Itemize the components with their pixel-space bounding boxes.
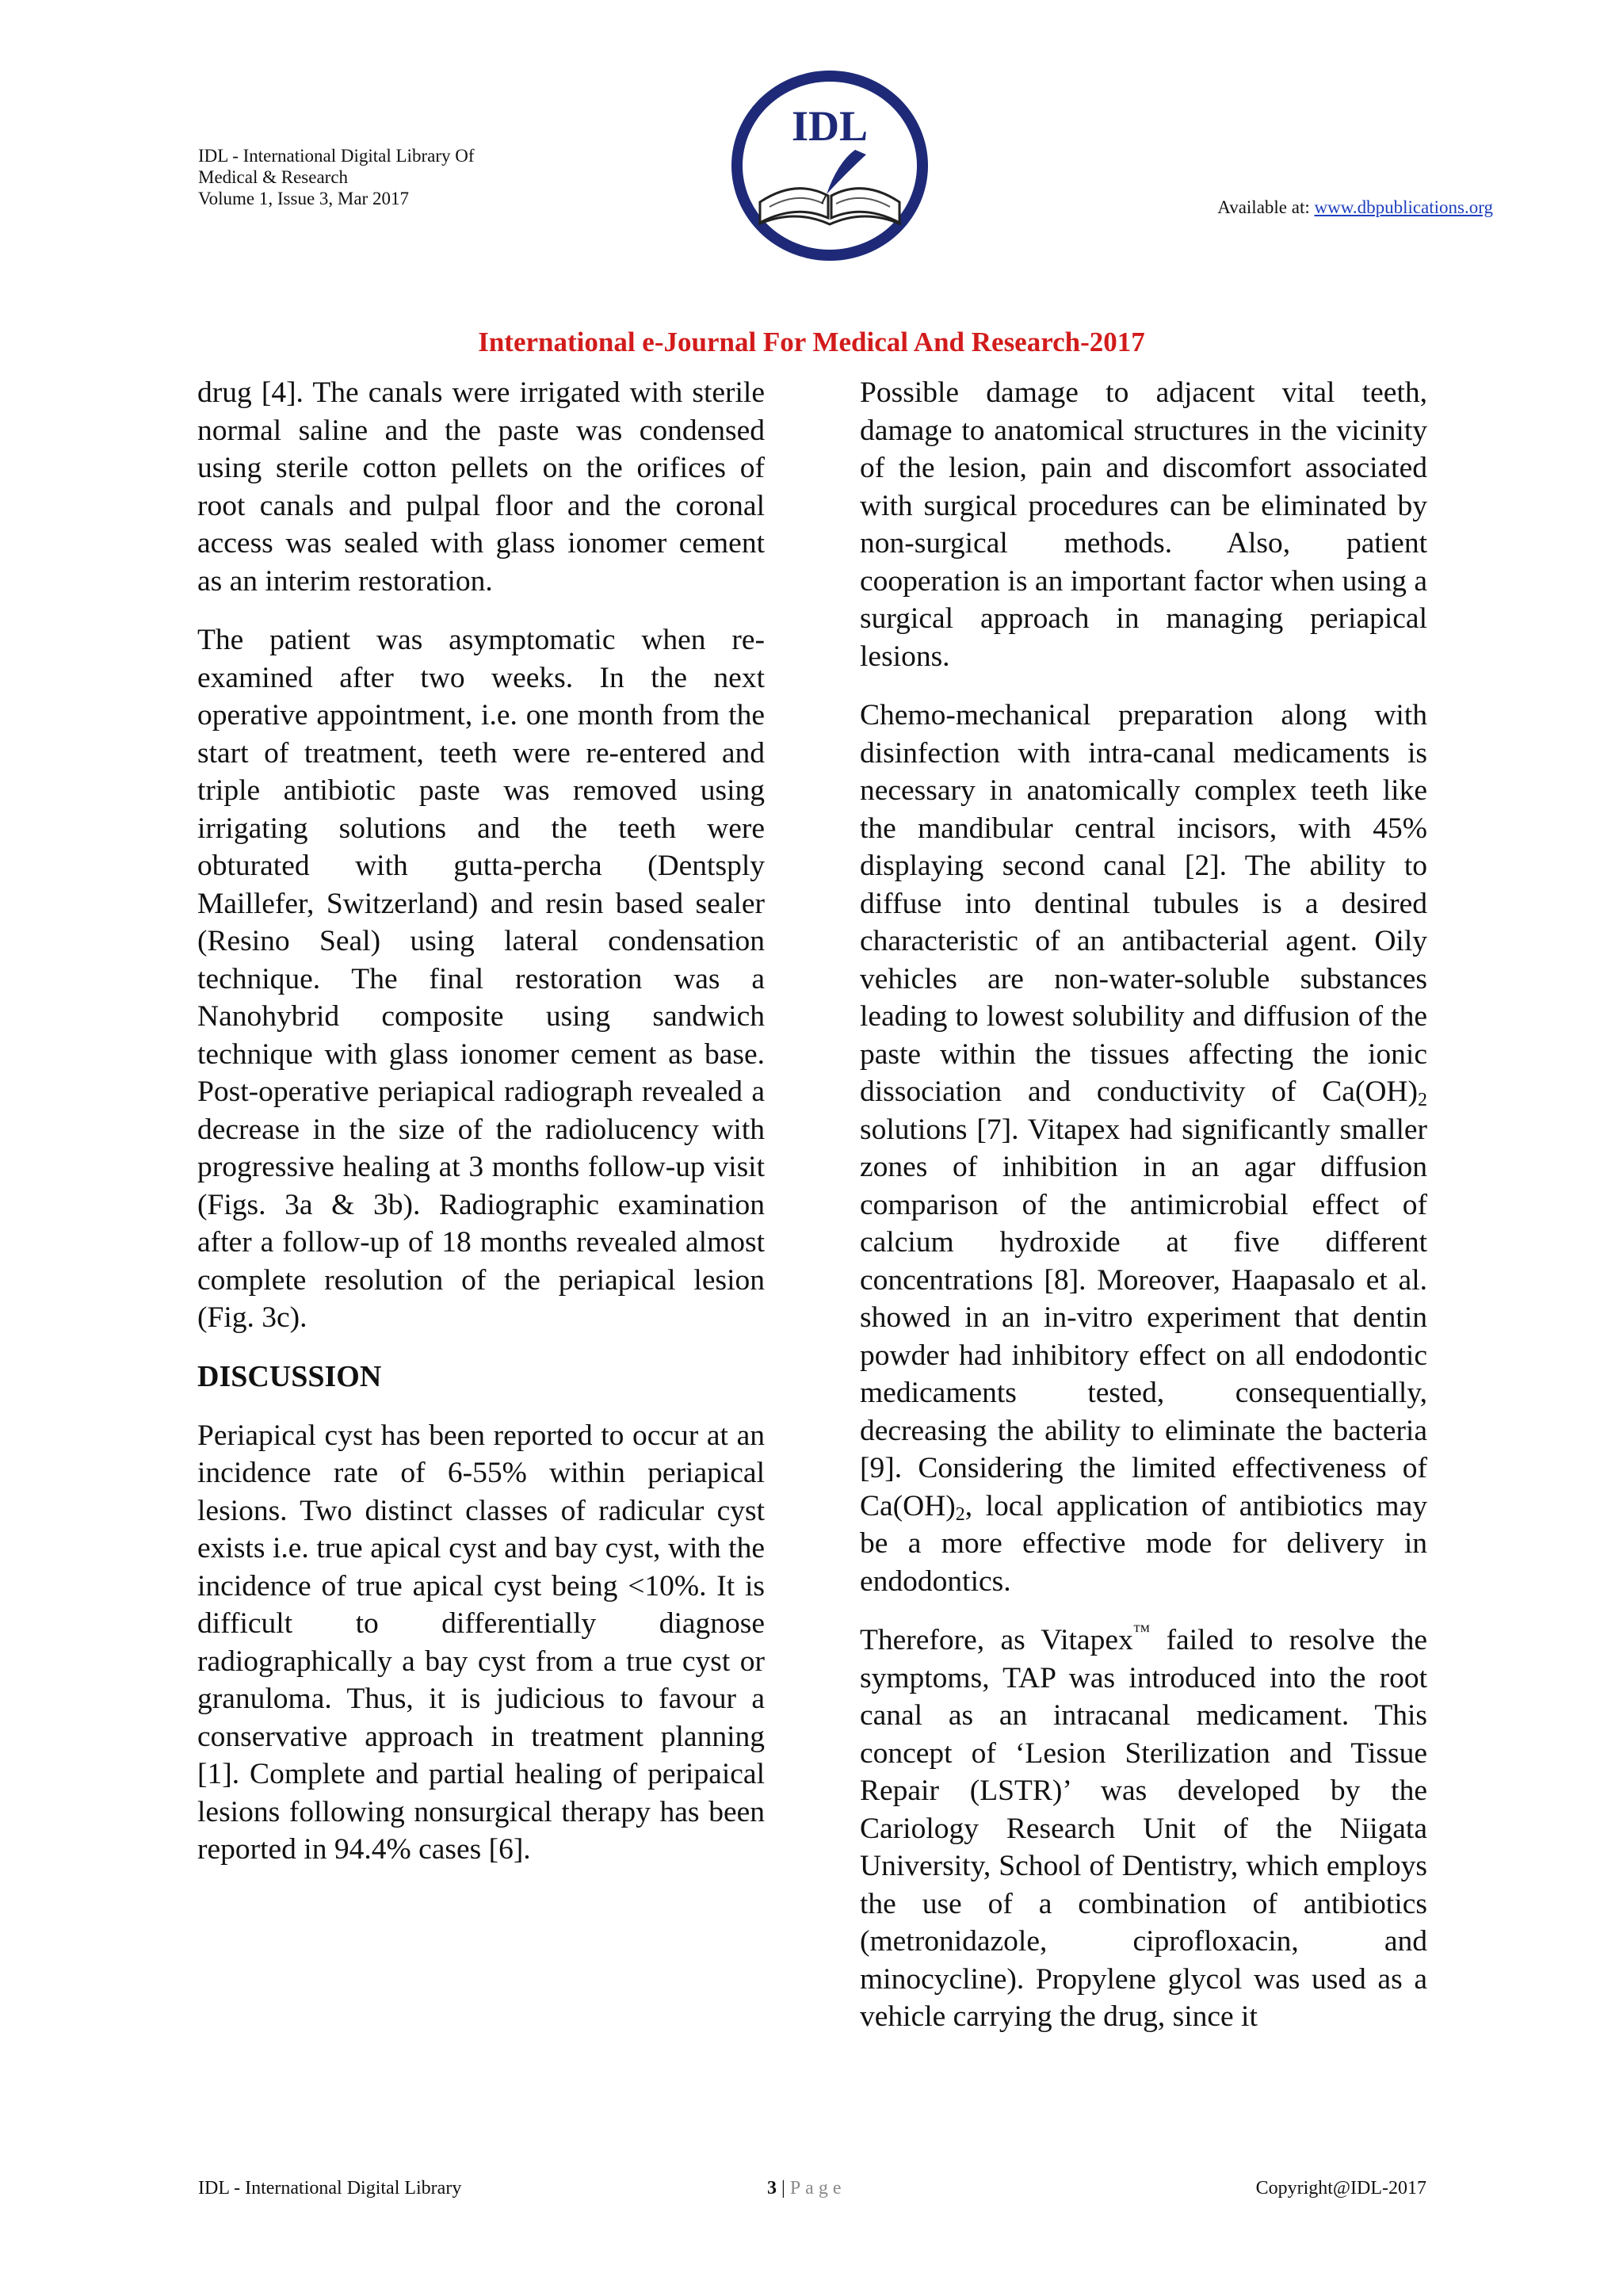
subscript: 2: [1418, 1090, 1427, 1110]
paragraph: drug [4]. The canals were irrigated with sterile normal saline and the paste was condensed using sterile cotton pellets on the orifices of root canals and pulpal floor and the coronal access was sealed with glass ionomer cement as an interim restoration.: [197, 376, 765, 598]
page-num: 3: [767, 2178, 777, 2199]
paragraph: [860, 697, 1427, 1600]
right-column: [860, 374, 1427, 2057]
volume-issue: Volume 1, Issue 3, Mar 2017: [198, 189, 409, 208]
journal-info-line: IDL - International Digital Library Of: [198, 146, 475, 166]
page-word: Page: [789, 2178, 846, 2199]
trademark: ™: [1132, 1621, 1151, 1641]
text-span: Chemo-mechanical preparation along with disinfection with intra-canal medicaments is necessary in anatomically complex teeth like the mandibular central incisors, with 45% displaying second canal [2]. The ability to diffuse into dentinal tubules is a desired characteristic of an antibacterial agent. Oily vehicles are non-water-soluble substances leading to lowest solubility and diffusion of the paste within the tissues affecting the ionic dissociation and conductivity of Ca(OH): [860, 699, 1427, 1108]
footer-library: IDL - International Digital Library: [198, 2178, 462, 2199]
text-span: failed to resolve the symptoms, TAP was introduced into the root canal as an intracanal medicament. This concept of ‘Lesion Sterilization and Tissue Repair (LSTR)’ was developed by the Cariology Research Unit of the Niigata University, School of Dentistry, which employs the use of a combination of antibiotics (metronidazole, ciprofloxacin, and minocycline). Propylene glycol was used as a vehicle carrying the drug, since it: [860, 1624, 1427, 2033]
journal-title: International e-Journal For Medical And Research-2017: [478, 327, 1145, 357]
text-span: Therefore, as Vitapex: [860, 1624, 1133, 1656]
website-link[interactable]: www.dbpublications.org: [1314, 197, 1493, 217]
paragraph: [860, 1622, 1427, 2036]
footer-copyright: Copyright@IDL-2017: [1255, 2178, 1426, 2199]
idl-logo: [728, 67, 931, 264]
text-span: , local application of antibiotics may be a more effective mode for delivery in endodontics.: [860, 1489, 1427, 1598]
paragraph: Periapical cyst has been reported to occur at an incidence rate of 6-55% within periapical lesions. Two distinct classes of radicular cyst exists i.e. true apical cyst and bay cyst, with the incidence of true apical cyst being <10%. It is difficult to differentially diagnose radiographically a bay cyst from a true cyst or granuloma. Thus, it is judicious to favour a conservative approach in treatment planning [1]. Complete and partial healing of peripaical lesions following nonsurgical therapy has been reported in 94.4% cases [6].: [197, 1419, 765, 1866]
subscript: 2: [955, 1503, 965, 1525]
available-label: Available at:: [1217, 197, 1315, 217]
paragraph: The patient was asymptomatic when re-examined after two weeks. In the next operative appointment, i.e. one month from the start of treatment, teeth were re-entered and triple antibiotic paste was removed using irrigating solutions and the teeth were obturated with gutta-percha (Dentsply Maillefer, Switzerland) and resin based sealer (Resino Seal) using lateral condensation technique. The final restoration was a Nanohybrid composite using sandwich technique with glass ionomer cement as base. Post-operative periapical radiograph revealed a decrease in the size of the radiolucency with progressive healing at 3 months follow-up visit (Figs. 3a & 3b). Radiographic examination after a follow-up of 18 months revealed almost complete resolution of the periapical lesion (Fig. 3c).: [197, 624, 765, 1334]
journal-info-line: Medical & Research: [198, 167, 349, 187]
text-span: solutions [7]. Vitapex had significantly smaller zones of inhibition in an agar diffusion comparison of the antimicrobial effect of calcium hydroxide at five different concentrations [8]. Moreover, Haapasalo et al. showed in an in-vitro experiment that dentin powder had inhibitory effect on all endodontic medicaments tested, consequentially, decreasing the ability to eliminate the bacteria [9]. Considering the limited effectiveness of Ca(OH): [860, 1113, 1427, 1522]
left-column: [197, 374, 765, 1890]
paragraph: Possible damage to adjacent vital teeth, damage to anatomical structures in the vicinity of the lesion, pain and discomfort associated with surgical procedures can be eliminated by non-surgical methods. Also, patient cooperation is an important factor when using a surgical approach in managing periapical lesions.: [860, 376, 1427, 673]
journal-info: [198, 145, 475, 209]
logo-text: IDL: [791, 102, 869, 150]
availability: [1217, 197, 1493, 218]
page-separator: |: [777, 2178, 790, 2199]
page-number: [767, 2178, 846, 2199]
section-heading: DISCUSSION: [197, 1359, 382, 1393]
